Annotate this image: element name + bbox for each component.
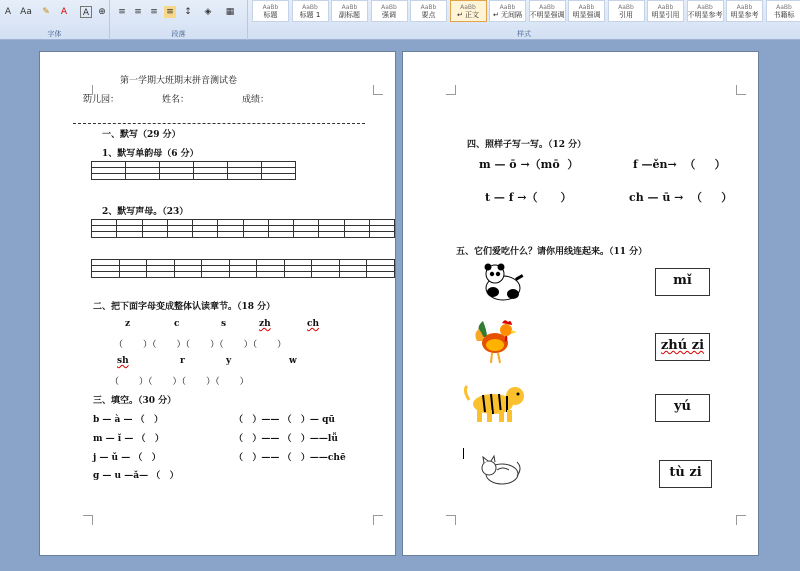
style-preview: AaBb [657,4,674,11]
style-label: 明显强调 [572,11,601,19]
example-1: m — ō →（mō ） [479,158,579,171]
style-tile[interactable] [766,0,800,22]
style-preview: AaBb [420,4,437,11]
style-preview: AaBb [499,4,516,11]
margin-mark [736,85,746,95]
margin-mark [446,515,456,525]
style-tile[interactable] [568,0,605,22]
align-center-icon[interactable]: ≡ [134,7,142,17]
style-tile[interactable] [371,0,408,22]
style-label: 强调 [382,11,396,19]
letter-y: y [226,356,232,366]
font-color-icon[interactable]: A [60,7,68,17]
fill-right-1[interactable]: （ ）—— （ ）— qū [234,415,335,425]
section-1-1-heading: 1、默写单韵母（6 分） [102,149,199,159]
divider [73,123,365,124]
section-1-heading: 一、默写（29 分） [102,130,181,140]
page-title: 第一学期大班期末拼音测试卷 [120,76,238,86]
clear-format-icon[interactable]: Aa [20,7,32,17]
style-preview: AaBb [262,4,279,11]
answer-box-4: tù zi [659,460,712,488]
ribbon [0,0,800,40]
style-tile[interactable] [529,0,566,22]
font-group-label: 字体 [47,30,62,38]
style-tile[interactable] [292,0,329,22]
answer-blanks-row-1[interactable]: （ ）（ ）（ ）（ ）（ ） [114,340,287,350]
letter-c: c [174,319,180,329]
char-border-icon[interactable]: A [80,6,92,18]
style-preview: AaBb [776,4,792,11]
style-preview: AaBb [381,4,397,11]
style-tile[interactable] [252,0,289,22]
justify-icon[interactable]: ≡ [164,6,176,18]
kindergarten-label: 幼儿园： [83,95,120,105]
style-label: ↵ 无间隔 [492,11,523,19]
answer-box-2 [655,333,710,361]
fill-left-4[interactable]: g — u —ǎ— （ ） [93,471,179,481]
fill-right-2[interactable]: （ ）—— （ ）——lǚ [234,434,338,444]
panda-image [479,262,527,302]
style-label: 要点 [421,11,436,19]
letter-z: z [125,319,131,329]
style-tile[interactable] [687,0,724,22]
section-3-heading: 三、填空。（30 分） [93,396,177,406]
exercise-3[interactable]: ch — ū → （ ） [629,191,733,204]
style-preview: AaBb [736,4,753,11]
style-preview: AaBb [302,4,318,11]
style-label: 标题 1 [299,11,321,19]
rooster-image [473,317,519,365]
styles-group-label: 样式 [517,30,531,38]
page-1 [39,51,396,556]
paragraph-group-label: 段落 [171,30,186,38]
fill-left-3[interactable]: j — ǔ — （ ） [93,453,161,463]
style-label: 不明显参考 [687,11,723,19]
style-preview: AaBb [697,4,713,11]
style-label: 书籍标 [773,11,795,19]
style-preview: AaBb [578,4,595,11]
style-label: 不明显强调 [529,11,565,19]
enclose-char-icon[interactable]: ⊕ [98,7,106,17]
style-label: 引用 [619,11,633,19]
exercise-1[interactable]: f —ěn→ （ ） [633,158,726,171]
line-spacing-icon[interactable]: ↕ [184,7,192,17]
align-right-icon[interactable]: ≡ [150,7,158,17]
margin-mark [373,85,383,95]
margin-mark [736,515,746,525]
style-tile[interactable] [331,0,368,22]
page-2 [402,51,759,556]
style-label: 标题 [263,11,278,19]
style-label: 明显参考 [730,11,759,19]
style-preview: AaBb [460,4,476,11]
answer-box-2-text: zhú zi [660,338,705,353]
shading-icon[interactable]: ◈ [204,7,212,17]
borders-icon[interactable]: ▦ [225,7,235,17]
style-tile[interactable] [410,0,447,22]
name-label: 姓名： [162,95,190,105]
font-group [0,0,110,40]
style-preview: AaBb [618,4,634,11]
letter-zh: zh [259,319,271,329]
text-cursor [463,448,464,459]
answer-box-1: mǐ [655,268,710,296]
styles-group [248,0,800,40]
style-preview: AaBb [341,4,358,11]
style-label: ↵ 正文 [456,11,480,19]
paragraph-group [110,0,248,40]
fill-left-2[interactable]: m — ǐ — （ ） [93,434,164,444]
style-preview: AaBb [539,4,555,11]
margin-mark [83,515,93,525]
initials-writing-grid-1[interactable] [91,219,395,238]
section-2-heading: 二、把下面字母变成整体认读章节。（18 分） [93,302,276,312]
answer-blanks-row-2[interactable]: （ ）（ ）（ ）（ ） [110,377,249,387]
letter-ch: ch [307,319,320,329]
margin-mark [373,515,383,525]
letter-s: s [221,319,227,329]
section-5-heading: 五、它们爱吃什么？请你用线连起来。（11 分） [456,247,648,257]
style-tile[interactable] [608,0,645,22]
exercise-2[interactable]: t — f →（ ） [485,191,572,204]
letter-r: r [180,356,185,366]
style-label: 副标题 [339,11,360,19]
letter-w: w [289,356,297,366]
style-tile[interactable] [726,0,763,22]
answer-box-3: yú [655,394,710,422]
vowel-writing-grid[interactable] [91,161,296,180]
style-tile[interactable] [489,0,526,22]
align-left-icon[interactable]: ≡ [118,7,126,17]
style-label: 明显引用 [651,11,680,19]
section-4-heading: 四、照样子写一写。（12 分） [467,140,587,150]
shrink-font-icon[interactable]: A [4,7,12,17]
section-1-2-heading: 2、默写声母。（23） [102,207,189,217]
tiger-image [463,382,529,426]
style-tile[interactable] [647,0,684,22]
style-tile[interactable] [450,0,487,22]
fill-left-1[interactable]: b — à — （ ） [93,415,164,425]
highlight-icon[interactable]: ✎ [42,7,50,17]
letter-sh: sh [117,356,129,366]
initials-writing-grid-2[interactable] [91,259,395,278]
fill-right-3[interactable]: （ ）—— （ ）——chē [234,453,346,463]
cat-image [477,454,523,488]
score-label: 成绩： [242,95,270,105]
margin-mark [446,85,456,95]
